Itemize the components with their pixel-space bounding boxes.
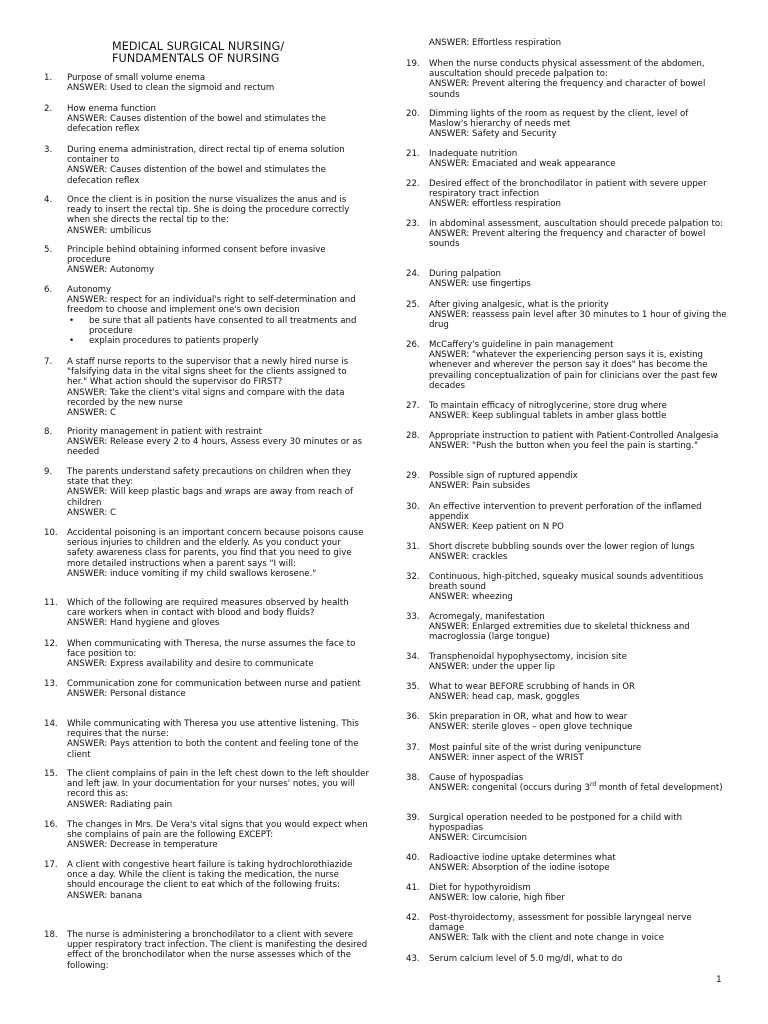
list-item xyxy=(44,719,369,760)
answer-continuation: ANSWER: Effortless respiration xyxy=(429,38,562,48)
item-number: 9. xyxy=(44,467,53,477)
question-text: During enema administration, direct rectal tip of enema solution container to xyxy=(67,145,345,166)
list-item xyxy=(406,813,728,844)
ordinal-superscript: rd xyxy=(589,781,597,789)
answer-text: ANSWER: Hand hygiene and gloves xyxy=(67,618,220,629)
question-text: A client with congestive heart failure is taking hydrochlorothiazide once a day. While the client is taking the medication, the nurse should encourage the client to eat which of the following fruits: xyxy=(67,860,353,891)
item-number: 17. xyxy=(44,860,58,870)
list-item xyxy=(406,682,728,702)
answer-text-part: ANSWER: congenital (occurs during 3 xyxy=(429,783,590,794)
question-text: What to wear BEFORE scrubbing of hands in OR xyxy=(429,682,635,692)
item-number: 30. xyxy=(406,502,420,512)
item-number: 37. xyxy=(406,743,420,753)
item-number: 21. xyxy=(406,149,420,159)
question-text: Once the client is in position the nurse visualizes the anus and is ready to insert the rectal tip. She is doing the procedure correctly when she directs the rectal tip to the: xyxy=(67,195,350,226)
question-text: In abdominal assessment, auscultation should precede palpation to: xyxy=(429,219,724,229)
answer-text: ANSWER: Pays attention to both the content and feeling tone of the client xyxy=(67,739,359,760)
item-number: 32. xyxy=(406,572,420,582)
answer-text: ANSWER: effortless respiration xyxy=(429,199,561,210)
question-text: Desired effect of the bronchodilator in patient with severe upper respiratory tract infection xyxy=(429,179,707,200)
item-number: 35. xyxy=(406,682,420,692)
item-number: 31. xyxy=(406,542,420,552)
question-text: After giving analgesic, what is the priority xyxy=(429,300,609,310)
answer-text: ANSWER: wheezing xyxy=(429,592,513,603)
answer-text: ANSWER: Prevent altering the frequency and character of bowel sounds xyxy=(429,79,706,100)
answer-text: ANSWER: induce vomiting if my child swallows kerosene." xyxy=(67,568,317,579)
answer-text: ANSWER: Causes distention of the bowel and stimulates the defecation reflex xyxy=(67,114,326,135)
question-text: How enema function xyxy=(67,104,156,114)
item-number: 6. xyxy=(44,285,53,295)
list-item xyxy=(44,769,369,810)
item-number: 27. xyxy=(406,401,420,411)
answer-text: ANSWER: Safety and Security xyxy=(429,129,557,140)
bullet-icon: • xyxy=(69,336,75,347)
item-number: 33. xyxy=(406,612,420,622)
question-text: Inadequate nutrition xyxy=(429,149,518,159)
question-text: An effective intervention to prevent perforation of the inflamed appendix xyxy=(429,502,702,523)
item-number: 43. xyxy=(406,954,420,964)
item-number: 36. xyxy=(406,712,420,722)
list-item xyxy=(406,853,728,873)
list-item xyxy=(44,598,369,629)
list-item xyxy=(406,913,728,944)
bullet-item xyxy=(69,315,369,336)
item-number: 4. xyxy=(44,195,53,205)
bullet-text: explain procedures to patients properly xyxy=(89,336,259,347)
answer-text: ANSWER: Decrease in temperature xyxy=(67,840,218,851)
item-number: 14. xyxy=(44,719,58,729)
answer-text: ANSWER: Will keep plastic bags and wraps are away from reach of children xyxy=(67,487,354,508)
question-text: The parents understand safety precautions on children when they state that they: xyxy=(67,467,352,488)
list-item xyxy=(406,502,728,533)
item-number: 40. xyxy=(406,853,420,863)
list-item xyxy=(406,712,728,732)
list-item xyxy=(44,930,369,971)
title-line-1: MEDICAL SURGICAL NURSING/ xyxy=(112,40,285,53)
page-number: 1 xyxy=(716,975,722,985)
bullet-icon: • xyxy=(69,315,75,326)
item-number: 1. xyxy=(44,73,53,83)
question-text: To maintain efficacy of nitroglycerine, store drug where xyxy=(429,401,667,411)
question-text: Short discrete bubbling sounds over the lower region of lungs xyxy=(429,542,695,552)
title-line-2: FUNDAMENTALS OF NURSING xyxy=(112,52,280,65)
list-item xyxy=(406,743,728,763)
list-item xyxy=(44,639,369,670)
answer-text: ANSWER: head cap, mask, goggles xyxy=(429,692,580,703)
answer-text: ANSWER: crackles xyxy=(429,552,508,563)
question-text: Dimming lights of the room as request by the client, level of Maslow's hierarchy of needs met xyxy=(429,109,689,130)
list-item xyxy=(406,219,728,250)
list-item xyxy=(406,773,728,793)
list-item xyxy=(406,954,728,964)
item-number: 5. xyxy=(44,245,53,255)
question-text: Transphenoidal hypophysectomy, incision site xyxy=(429,652,627,662)
item-number: 7. xyxy=(44,357,53,367)
question-text: Surgical operation needed to be postponed for a child with hypospadias xyxy=(429,813,683,834)
item-number: 12. xyxy=(44,639,58,649)
answer-text: ANSWER: Prevent altering the frequency and character of bowel sounds xyxy=(429,229,706,250)
question-text: During palpation xyxy=(429,269,501,279)
question-text: Priority management in patient with restraint xyxy=(67,427,262,437)
answer-text: ANSWER: respect for an individual's right to self-determination and freedom to choose and implement one's own decision xyxy=(67,295,356,316)
question-text: A staff nurse reports to the supervisor that a newly hired nurse is "falsifying data in the vital signs sheet for the clients assigned to her." What action should the supervisor do FIRST? xyxy=(67,357,349,388)
item-number: 19. xyxy=(406,59,420,69)
question-text: Autonomy xyxy=(67,285,112,295)
answer-text: ANSWER: Release every 2 to 4 hours, Assess every 30 minutes or as needed xyxy=(67,437,362,458)
item-number: 29. xyxy=(406,471,420,481)
item-number: 23. xyxy=(406,219,420,229)
item-number: 16. xyxy=(44,820,58,830)
item-number: 38. xyxy=(406,773,420,783)
item-number: 18. xyxy=(44,930,58,940)
item-number: 22. xyxy=(406,179,420,189)
answer-text: ANSWER: Emaciated and weak appearance xyxy=(429,159,616,170)
list-item xyxy=(406,269,728,289)
answer-text: ANSWER: Take the client's vital signs and compare with the data recorded by the new nurse xyxy=(67,387,345,408)
list-item xyxy=(44,285,369,346)
question-text: Cause of hypospadias xyxy=(429,773,524,783)
answer-text: ANSWER: Used to clean the sigmoid and rectum xyxy=(67,83,275,94)
list-item xyxy=(44,860,369,901)
answer-text: ANSWER: Keep sublingual tablets in amber glass bottle xyxy=(429,411,667,422)
answer-text: ANSWER: "whatever the experiencing person says it is, existing whenever and wherever the person say it does" has become the prevailing conceptualization of pain for clinicians over the past few decades xyxy=(429,350,718,391)
answer-text: ANSWER: Radiating pain xyxy=(67,799,173,810)
list-item xyxy=(44,245,369,276)
question-text: Radioactive iodine uptake determines what xyxy=(429,853,616,863)
question-text: The nurse is administering a bronchodilator to a client with severe upper respiratory tract infection. The client is manifesting the desired effect of the bronchodilator when the nurse assesses which of the following: xyxy=(67,930,368,971)
question-text: Communication zone for communication between nurse and patient xyxy=(67,679,361,689)
question-text: Diet for hypothyroidism xyxy=(429,883,531,893)
question-text: When communicating with Theresa, the nurse assumes the face to face position to: xyxy=(67,639,356,660)
question-text: McCaffery's guideline in pain management xyxy=(429,340,614,350)
question-text: Principle behind obtaining informed consent before invasive procedure xyxy=(67,245,326,266)
list-item xyxy=(406,401,728,421)
item-number: 11. xyxy=(44,598,58,608)
answer-text: ANSWER: use fingertips xyxy=(429,279,531,290)
question-text: Accidental poisoning is an important concern because poisons cause serious injuries to children and the elderly. As you conduct your safety awareness class for parents, you find that you need to give more detailed instructions when a parent says "I will: xyxy=(67,528,364,569)
question-text: Most painful site of the wrist during venipuncture xyxy=(429,743,642,753)
bullet-list xyxy=(67,316,369,347)
question-text: Acromegaly, manifestation xyxy=(429,612,545,622)
item-number: 2. xyxy=(44,104,53,114)
bullet-text: be sure that all patients have consented to all treatments and procedure xyxy=(89,315,357,336)
question-text: Appropriate instruction to patient with Patient-Controlled Analgesia xyxy=(429,431,719,441)
answer-text: ANSWER: "Push the button when you feel the pain is starting." xyxy=(429,441,698,452)
list-item xyxy=(44,195,369,236)
answer-text: ANSWER: Express availability and desire to communicate xyxy=(67,659,314,670)
list-item xyxy=(44,357,369,418)
question-text: Serum calcium level of 5.0 mg/dl, what to do xyxy=(429,954,623,964)
list-item xyxy=(406,59,728,100)
question-text: The client complains of pain in the left chest down to the left shoulder and left jaw. In your documentation for your nurses' notes, you will record this as: xyxy=(67,769,370,800)
question-text: Purpose of small volume enema xyxy=(67,73,206,83)
answer-text: ANSWER: under the upper lip xyxy=(429,662,555,673)
answer-text: ANSWER: Enlarged extremities due to skeletal thickness and macroglossia (large tongue) xyxy=(429,622,690,643)
answer-text: ANSWER: banana xyxy=(67,890,143,901)
question-text: The changes in Mrs. De Vera's vital signs that you would expect when she complains of pain are the following EXCEPT: xyxy=(67,820,368,841)
question-text: Skin preparation in OR, what and how to wear xyxy=(429,712,628,722)
list-item xyxy=(406,542,728,562)
list-item xyxy=(406,431,728,451)
list-item xyxy=(44,679,369,699)
answer-letter: ANSWER: C xyxy=(67,408,117,419)
item-number: 15. xyxy=(44,769,58,779)
list-item xyxy=(406,149,728,169)
item-number: 26. xyxy=(406,340,420,350)
list-item xyxy=(44,73,369,93)
answer-letter: ANSWER: C xyxy=(67,507,117,518)
list-item xyxy=(406,300,728,331)
answer-text: ANSWER: Personal distance xyxy=(67,689,186,700)
answer-text: ANSWER: low calorie, high fiber xyxy=(429,893,565,904)
item-number: 3. xyxy=(44,145,53,155)
list-item xyxy=(406,471,728,491)
answer-text: ANSWER: Circumcision xyxy=(429,833,527,844)
answer-text xyxy=(429,783,728,793)
list-item xyxy=(406,340,728,391)
question-text: Continuous, high-pitched, squeaky musical sounds adventitious breath sound xyxy=(429,572,704,593)
answer-text: ANSWER: Autonomy xyxy=(67,265,155,276)
item-number: 8. xyxy=(44,427,53,437)
answer-text: ANSWER: Pain subsides xyxy=(429,481,531,492)
answer-text: ANSWER: inner aspect of the WRIST xyxy=(429,753,584,764)
list-item xyxy=(406,572,728,603)
question-text: Post-thyroidectomy, assessment for possible laryngeal nerve damage xyxy=(429,913,692,934)
question-text: When the nurse conducts physical assessment of the abdomen, auscultation should precede palpation to: xyxy=(429,59,705,80)
list-item xyxy=(44,467,369,518)
list-item xyxy=(406,109,728,140)
item-number: 28. xyxy=(406,431,420,441)
item-number: 39. xyxy=(406,813,420,823)
item-number: 25. xyxy=(406,300,420,310)
answer-text: ANSWER: Talk with the client and note change in voice xyxy=(429,933,665,944)
list-item xyxy=(44,427,369,458)
document-title xyxy=(112,41,372,65)
item-number: 20. xyxy=(406,109,420,119)
item-number: 10. xyxy=(44,528,58,538)
list-item xyxy=(44,820,369,851)
item-number: 24. xyxy=(406,269,420,279)
answer-text: ANSWER: sterile gloves – open glove technique xyxy=(429,722,633,733)
answer-text: ANSWER: umbilicus xyxy=(67,225,152,236)
list-item xyxy=(44,145,369,186)
list-item xyxy=(406,612,728,643)
question-text: Possible sign of ruptured appendix xyxy=(429,471,578,481)
list-item xyxy=(406,179,728,210)
answer-text: ANSWER: Causes distention of the bowel and stimulates the defecation reflex xyxy=(67,165,326,186)
answer-text: ANSWER: reassess pain level after 30 minutes to 1 hour of giving the drug xyxy=(429,310,727,331)
list-item xyxy=(406,652,728,672)
answer-text: ANSWER: Absorption of the iodine isotope xyxy=(429,863,610,874)
question-text: Which of the following are required measures observed by health care workers when in contact with blood and body fluids? xyxy=(67,598,349,619)
answer-text-part: month of fetal development) xyxy=(596,783,723,794)
item-number: 42. xyxy=(406,913,420,923)
bullet-item xyxy=(69,336,369,347)
answer-text: ANSWER: Keep patient on N PO xyxy=(429,522,564,533)
item-number: 34. xyxy=(406,652,420,662)
list-item xyxy=(44,104,369,135)
item-number: 41. xyxy=(406,883,420,893)
list-item xyxy=(406,883,728,903)
question-text: While communicating with Theresa you use attentive listening. This requires that the nurse: xyxy=(67,719,359,740)
list-item xyxy=(44,528,369,579)
item-number: 13. xyxy=(44,679,58,689)
